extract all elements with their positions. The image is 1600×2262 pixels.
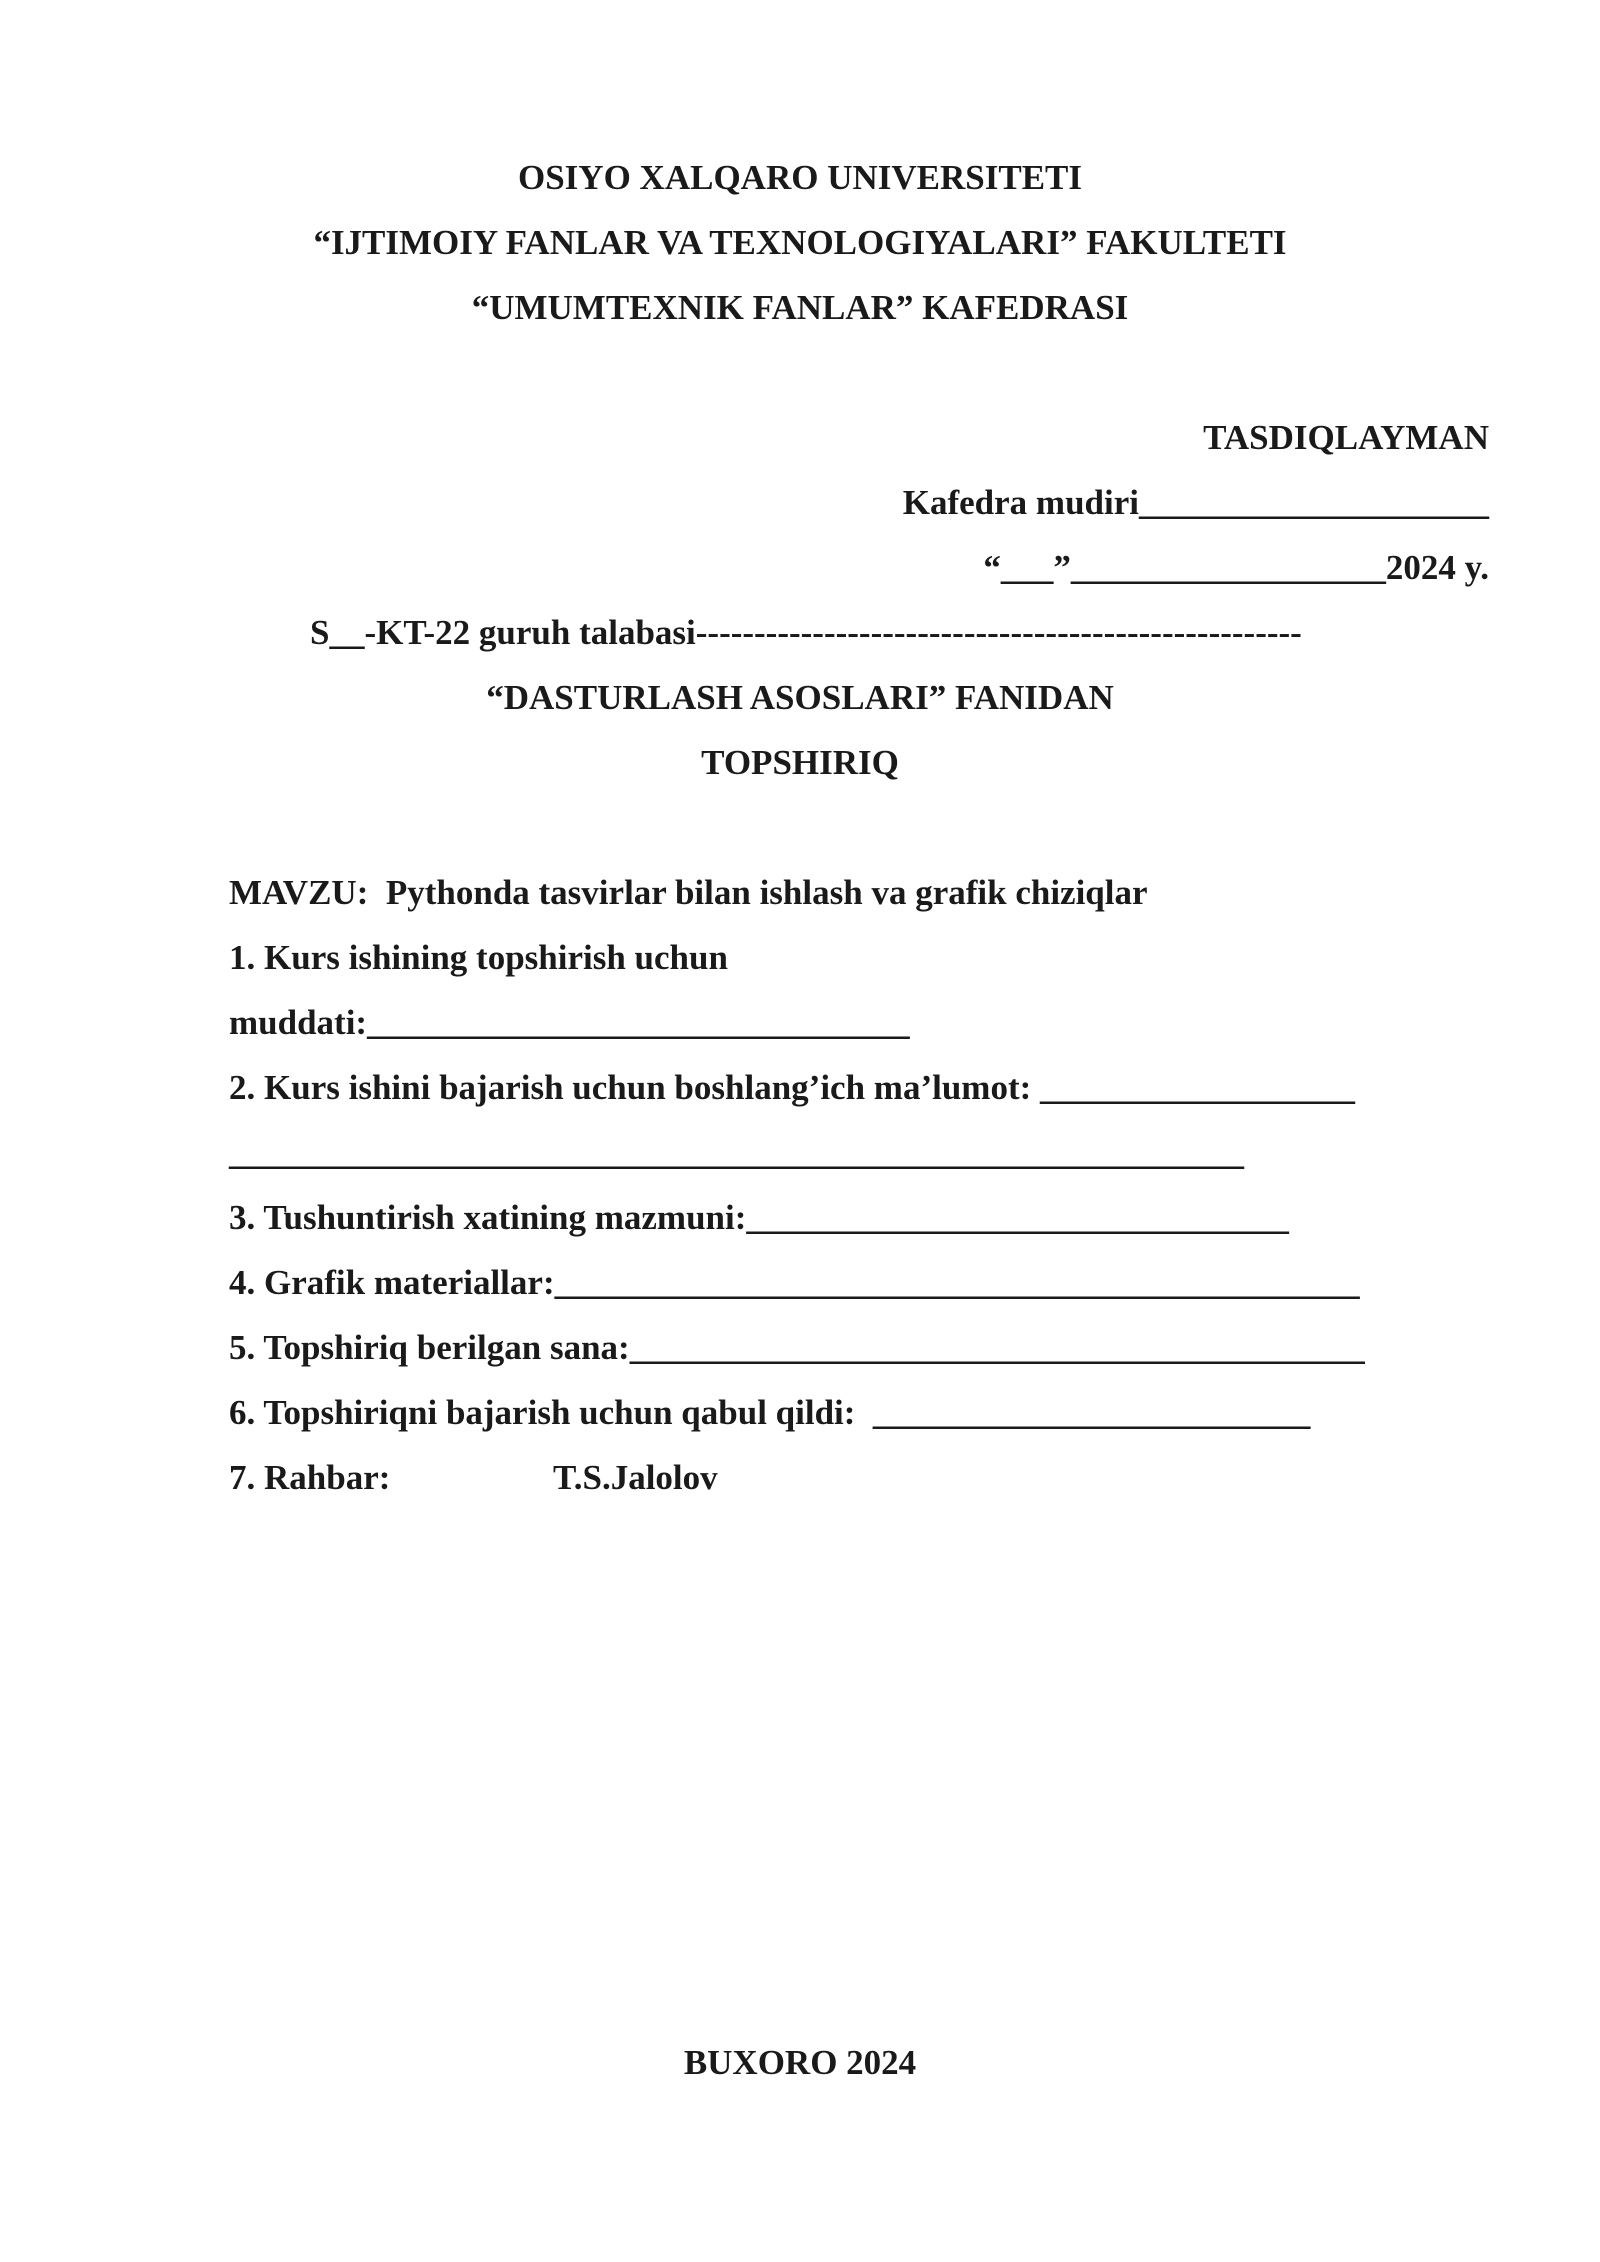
head-of-department-line: Kafedra mudiri____________________ bbox=[902, 483, 1489, 522]
subject-title: “DASTURLASH ASOSLARI” FANIDAN bbox=[486, 678, 1114, 717]
item-3-explanatory-note: 3. Tushuntirish xatining mazmuni:_______________________________ bbox=[229, 1198, 1289, 1237]
faculty-name: “IJTIMOIY FANLAR VA TEXNOLOGIYALARI” FAKULTETI bbox=[313, 223, 1287, 262]
item-1-deadline-label: 1. Kurs ishining topshirish uchun bbox=[229, 938, 728, 977]
department-name: “UMUMTEXNIK FANLAR” KAFEDRASI bbox=[471, 288, 1129, 327]
item-4-graphic-materials: 4. Grafik materiallar:______________________________________________ bbox=[229, 1263, 1360, 1302]
footer-city-year: BUXORO 2024 bbox=[683, 2043, 917, 2082]
item-5-issue-date: 5. Topshiriq berilgan sana:__________________________________________ bbox=[229, 1328, 1365, 1367]
topic-line: MAVZU: Pythonda tasvirlar bilan ishlash va grafik chiziqlar bbox=[229, 873, 1148, 912]
item-2-continuation: __________________________________________________________ bbox=[229, 1133, 1244, 1172]
approval-title: TASDIQLAYMAN bbox=[1203, 418, 1489, 457]
approval-date-line: “___”__________________2024 y. bbox=[983, 548, 1489, 587]
item-7-supervisor-name: T.S.Jalolov bbox=[553, 1458, 718, 1497]
item-6-accepted-by: 6. Topshiriqni bajarish uchun qabul qildi: _________________________ bbox=[229, 1393, 1311, 1432]
document-title: TOPSHIRIQ bbox=[701, 743, 899, 782]
item-2-initial-data: 2. Kurs ishini bajarish uchun boshlang’ich ma’lumot: __________________ bbox=[229, 1068, 1356, 1107]
item-1-deadline-field: muddati:_______________________________ bbox=[229, 1003, 910, 1042]
item-7-supervisor-label: 7. Rahbar: bbox=[229, 1458, 391, 1497]
university-name: OSIYO XALQARO UNIVERSITETI bbox=[517, 158, 1083, 197]
student-group-line: S__-KT-22 guruh talabasi---------------------------------------------------- bbox=[310, 613, 1302, 652]
